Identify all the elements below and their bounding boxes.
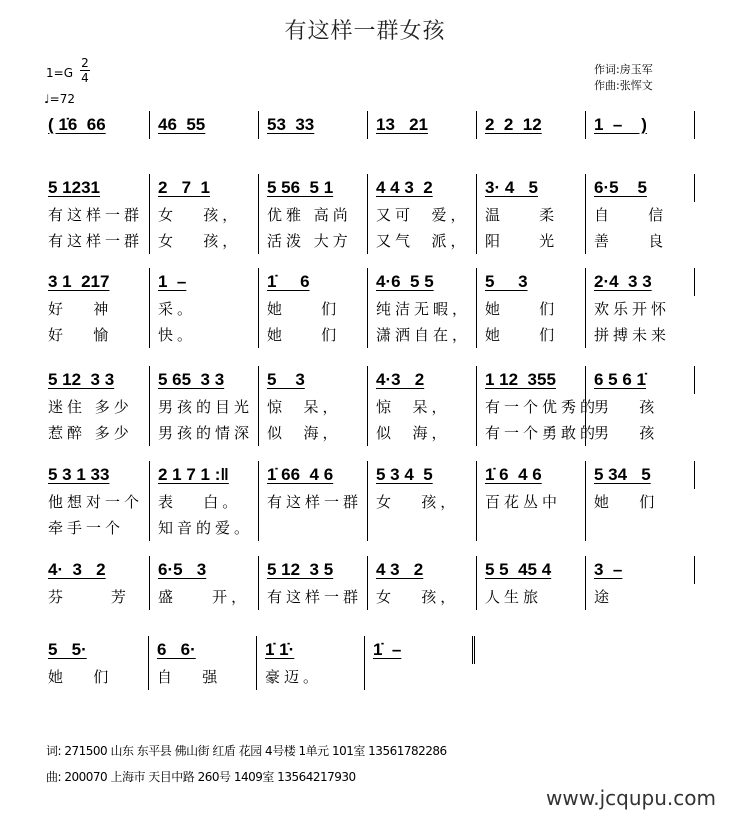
song-title: 有这样一群女孩 [284,19,446,44]
lyric-verse-2 [485,515,585,541]
measure-notes: 5 12 3 5 [267,560,334,579]
staff-row [40,174,695,254]
tempo-marking: ♩=72 [44,92,75,106]
measure [149,556,258,610]
staff-row [40,111,695,139]
lyric-verse-2 [594,515,694,541]
lyric-verse-1: 她 们 [485,300,559,318]
lyric-verse-1: 他想对一个 [48,493,144,511]
measure-notes: 1 – [158,272,187,291]
lyric-verse-1: 女 孩， [158,206,242,224]
measure-notes: 1 12 355 [485,370,556,389]
measure [40,268,149,348]
measure [258,556,367,610]
lyric-verse-1: 迷住 多少 [48,398,133,416]
measure [585,461,694,541]
lyric-verse-2: 知音的爱。 [158,519,254,537]
barline [694,366,695,394]
measure-notes: 1̇ 6 [267,272,310,291]
measure [149,174,258,254]
measure [258,461,367,541]
lyric-verse-1: 豪迈。 [265,668,323,686]
measure [40,461,149,541]
measure-notes: 4· 3 2 [48,560,106,579]
lyric-verse-2: 惹醉 多少 [48,424,133,442]
staff-row [40,556,695,610]
measure-notes: 4 4 3 2 [376,178,433,197]
measure [476,111,585,139]
measure [149,268,258,348]
measure-notes: ( 1̇6 66 [48,115,106,134]
measure [585,111,694,139]
lyricist: 作词:房玉军 [594,63,653,76]
measure [40,556,149,610]
measure [476,556,585,610]
lyric-verse-2: 牵手一个 [48,519,125,537]
website-watermark: www.jcqupu.com [546,786,716,810]
lyric-verse-2: 快。 [158,326,197,344]
lyric-verse-1: 采。 [158,300,197,318]
measure [258,366,367,446]
measure [40,111,149,139]
measure [585,174,694,254]
lyric-verse-2: 似 海， [376,424,451,442]
lyricist-address: 词: 271500 山东 东平县 佛山街 红盾 花园 4号楼 1单元 101室 13561782286 [46,744,447,758]
lyric-verse-1: 有一个优秀的 [485,398,600,416]
composer-address: 曲: 200070 上海市 天目中路 260号 1409室 13564217930 [46,770,356,784]
measure-notes: 2 7 1 [158,178,210,197]
measure-notes: 5 5· [48,640,87,659]
lyric-verse-1: 温 柔 [485,206,559,224]
lyric-verse-1: 有这样一群 [267,493,363,511]
measure-notes: 1̇ 1̇· [265,640,295,659]
measure [585,366,694,446]
lyric-verse-2: 拼搏未来 [594,326,671,344]
lyric-verse-1: 欢乐开怀 [594,300,671,318]
measure [256,636,364,690]
lyric-verse-1: 有这样一群 [267,588,363,606]
measure [149,111,258,139]
lyric-verse-2: 男 孩 [594,424,659,442]
staff-row [40,636,481,690]
lyric-verse-1: 有这样一群 [48,206,144,224]
measure [585,268,694,348]
measure-notes: 3 1 217 [48,272,110,291]
measure-notes: 2 2 12 [485,115,542,134]
staff-row [40,268,695,348]
measure-notes: 3 – [594,560,623,579]
lyric-verse-2: 有一个勇敢的 [485,424,600,442]
lyric-verse-1: 她 们 [594,493,659,511]
lyric-verse-1: 女 孩， [376,493,460,511]
lyric-verse-1: 表 白。 [158,493,242,511]
measure-notes: 5 1231 [48,178,100,197]
barline [694,556,695,584]
measure-notes: 13 21 [376,115,428,134]
measure-notes: 5 65 3 3 [158,370,225,389]
measure [367,366,476,446]
time-sig-top: 2 [81,56,89,70]
lyric-verse-2: 潇洒自在， [376,326,472,344]
measure-notes: 5 3 [485,272,528,291]
measure-notes: 46 55 [158,115,206,134]
measure [476,366,600,446]
measure [40,366,149,446]
staff-row [40,366,695,446]
lyric-verse-1: 盛 开， [158,588,251,606]
measure [40,174,149,254]
measure-notes: 2·4 3 3 [594,272,652,291]
measure [367,556,476,610]
measure [258,111,367,139]
measure-notes: 6·5 3 [158,560,207,579]
measure-notes: 1̇ 66 4 6 [267,465,334,484]
measure-notes: 4·3 2 [376,370,425,389]
staff-row [40,461,695,541]
measure [367,461,476,541]
key-signature: 1=G [46,66,73,80]
lyric-verse-2 [376,515,476,541]
lyric-verse-2: 阳 光 [485,232,559,250]
lyric-verse-1: 自 强 [157,668,222,686]
lyric-verse-1: 人生旅 [485,588,543,606]
lyric-verse-2: 好 愉 [48,326,113,344]
lyric-verse-1: 优雅 高尚 [267,206,352,224]
measure-notes: 1̇ 6 4 6 [485,465,542,484]
measure-notes: 6 6· [157,640,196,659]
lyric-verse-1: 芬 芳 [48,588,130,606]
measure-notes: 5 3 4 5 [376,465,433,484]
measure [149,461,258,541]
lyric-verse-2 [267,515,367,541]
measure [367,268,476,348]
lyric-verse-1: 纯洁无暇， [376,300,472,318]
barline [694,268,695,296]
lyric-verse-1: 她 们 [267,300,341,318]
composer: 作曲:张恽文 [594,79,653,92]
measure [367,174,476,254]
measure-notes: 53 33 [267,115,315,134]
measure-notes: 1̇ – [373,640,402,659]
measure-notes: 4·6 5 5 [376,272,434,291]
lyric-verse-1: 惊 呆， [376,398,451,416]
lyric-verse-2: 女 孩， [158,232,242,250]
measure-notes: 5 3 [267,370,305,389]
barline [694,461,695,489]
lyric-verse-2: 男孩的情深 [158,424,254,442]
measure-notes: 4 3 2 [376,560,424,579]
time-sig-bottom: 4 [81,71,89,85]
lyric-verse-1: 好 神 [48,300,113,318]
measure [364,636,472,690]
measure-notes: 5 3 1 33 [48,465,110,484]
measure [258,174,367,254]
lyric-verse-2: 她 们 [267,326,341,344]
measure-notes: 3· 4 5 [485,178,538,197]
lyric-verse-1: 又可 爱， [376,206,470,224]
lyric-verse-1: 男 孩 [594,398,659,416]
measure [476,174,585,254]
barline [694,174,695,202]
measure [40,636,148,690]
measure [476,461,585,541]
lyric-verse-1: 百花丛中 [485,493,562,511]
measure [258,268,367,348]
credits [594,62,653,94]
lyric-verse-2: 又气 派， [376,232,470,250]
lyric-verse-1: 惊 呆， [267,398,342,416]
lyric-verse-2: 有这样一群 [48,232,144,250]
measure [149,366,258,446]
lyric-verse-1: 男孩的目光 [158,398,254,416]
measure [585,556,694,610]
measure-notes: 5 56 5 1 [267,178,334,197]
lyric-verse-1: 她 们 [48,668,113,686]
measure-notes: 5 5 45 4 [485,560,552,579]
time-signature [80,56,90,85]
measure-notes: 6·5 5 [594,178,647,197]
measure-notes: 5 12 3 3 [48,370,115,389]
lyric-verse-2: 活泼 大方 [267,232,352,250]
measure [367,111,476,139]
lyric-verse-1: 女 孩， [376,588,460,606]
lyric-verse-2: 她 们 [485,326,559,344]
measure [148,636,256,690]
measure-notes: 2 1 7 1 :‖ [158,465,229,484]
lyric-verse-1: 自 信 [594,206,668,224]
measure-notes: 6 5 6 1̇ [594,370,646,389]
barline [694,111,695,139]
lyric-verse-2: 善 良 [594,232,668,250]
measure [476,268,585,348]
measure-notes: 1 – ) [594,115,647,134]
final-barline [472,636,481,664]
lyric-verse-2: 似 海， [267,424,342,442]
lyric-verse-1: 途 [594,588,614,606]
lyric-verse-1 [373,664,472,690]
measure-notes: 5 34 5 [594,465,651,484]
